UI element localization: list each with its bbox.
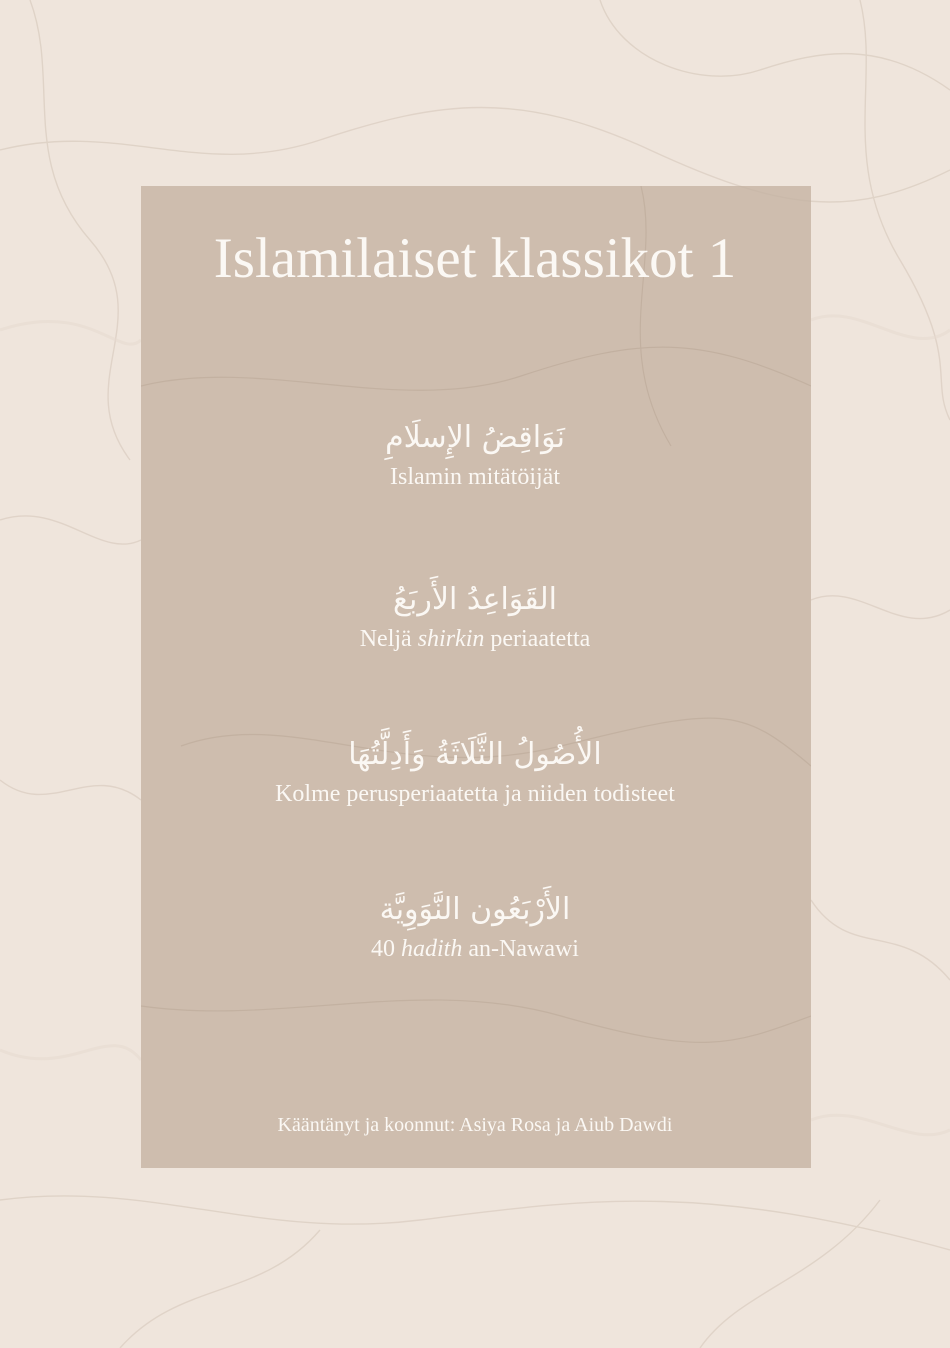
arabic-title: نَوَاقِضُ الإِسلَامِ [385,420,565,455]
subtitle-italic-term: shirkin [417,626,485,652]
subtitle-text: 40 [371,936,402,962]
arabic-title: القَوَاعِدُ الأَربَعُ [393,582,557,617]
arabic-title: الأَرْبَعُون النَّوَوِيَّة [379,892,571,927]
subtitle-text: Neljä [359,626,418,652]
arabic-title: الأُصُولُ الثَّلَاثَةُ وَأَدِلَّتُهَا [348,737,602,772]
book-entry [0,416,950,494]
book-subtitle [0,622,950,656]
book-subtitle: Kolme perusperiaatetta ja niiden todisteet [275,781,675,807]
subtitle-text: periaatetta [484,626,591,652]
book-entry [0,733,950,811]
cover-title: Islamilaiset klassikot 1 [213,227,737,290]
title-panel [141,186,811,1168]
book-entry [0,578,950,656]
book-subtitle [0,932,950,966]
translator-credit: Kääntänyt ja koonnut: Asiya Rosa ja Aiub Dawdi [277,1114,673,1136]
subtitle-italic-term: hadith [401,936,463,962]
panel-marble-veins [141,186,811,1168]
book-subtitle: Islamin mitätöijät [390,464,560,490]
subtitle-text: an-Nawawi [462,936,579,962]
book-entry [0,888,950,966]
